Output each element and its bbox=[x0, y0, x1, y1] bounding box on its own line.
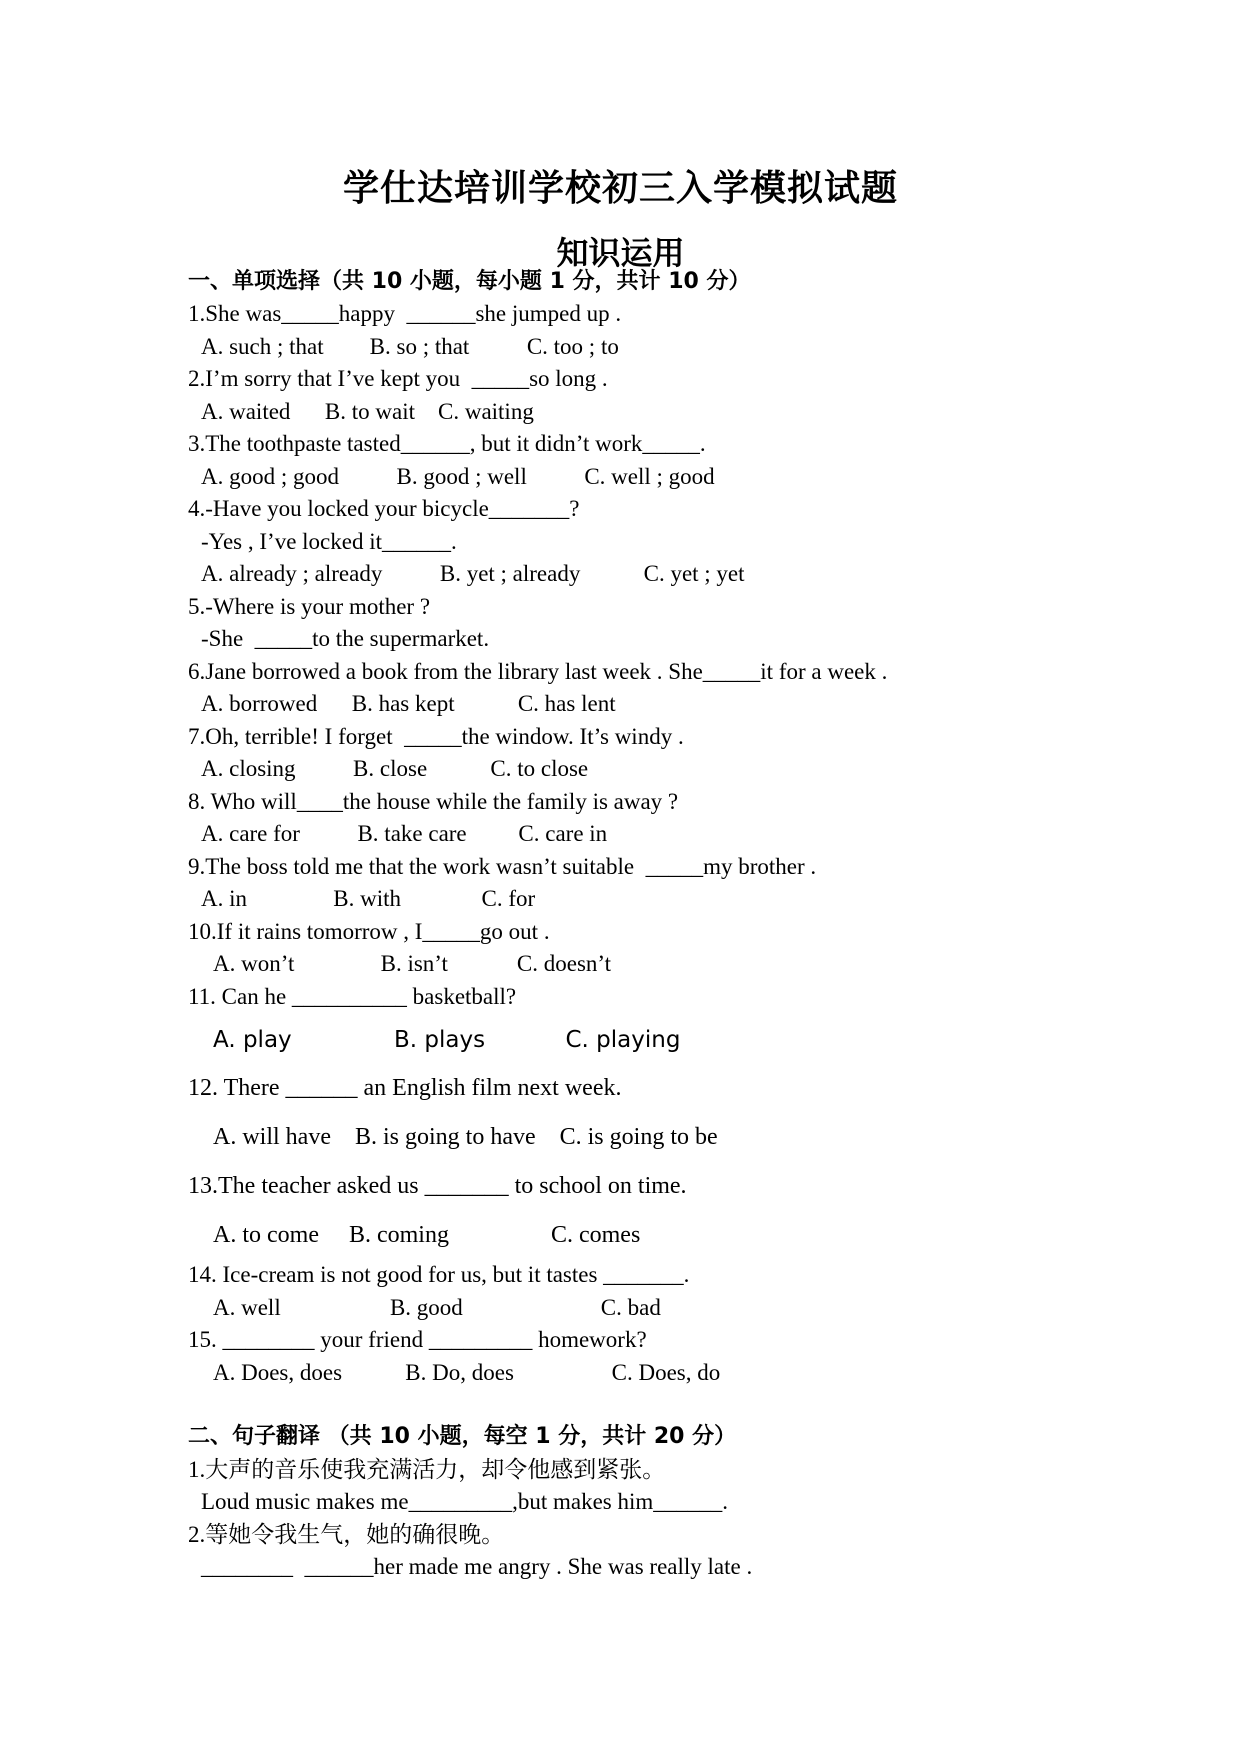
text-line: 5.-Where is your mother ? bbox=[188, 594, 431, 619]
text-line: 2.I’m sorry that I’ve kept you _____so long . bbox=[188, 366, 608, 391]
text-line: A. such ; that B. so ; that C. too ; to bbox=[201, 334, 619, 359]
text-line: A. Does, does B. Do, does C. Does, do bbox=[213, 1360, 721, 1385]
text-line: A. waited B. to wait C. waiting bbox=[201, 399, 534, 424]
text-line: 4.-Have you locked your bicycle_______? bbox=[188, 496, 580, 521]
text-line: A. well B. good C. bad bbox=[213, 1295, 661, 1320]
text-line: ________ ______her made me angry . She was really late . bbox=[201, 1554, 753, 1579]
text-line: A. in B. with C. for bbox=[201, 886, 536, 911]
text-line: 1.She was_____happy ______she jumped up . bbox=[188, 301, 622, 326]
text-line: 7.Oh, terrible! I forget _____the window. It’s windy . bbox=[188, 724, 684, 749]
section-title: 一、单项选择（共 10 小题，每小题 1 分，共计 10 分） bbox=[188, 269, 751, 294]
text-line: A. closing B. close C. to close bbox=[201, 756, 589, 781]
text-line: 10.If it rains tomorrow , I_____go out . bbox=[188, 919, 550, 944]
text-line: A. care for B. take care C. care in bbox=[201, 821, 608, 846]
text-line: A. will have B. is going to have C. is going to be bbox=[213, 1124, 718, 1150]
text-line: 1.大声的音乐使我充满活力，却令他感到紧张。 bbox=[188, 1457, 666, 1482]
text-line: 15. ________ your friend _________ homework? bbox=[188, 1327, 647, 1352]
text-line: 12. There ______ an English film next week. bbox=[188, 1075, 622, 1101]
text-line: A. borrowed B. has kept C. has lent bbox=[201, 691, 616, 716]
text-line: A. good ; good B. good ; well C. well ; good bbox=[201, 464, 715, 489]
section-heading: 知识运用 bbox=[556, 234, 685, 272]
text-line: Loud music makes me_________,but makes him______. bbox=[201, 1489, 729, 1514]
text-line: 2.等她令我生气，她的确很晚。 bbox=[188, 1522, 505, 1547]
text-line: A. won’t B. isn’t C. doesn’t bbox=[213, 951, 612, 976]
text-line: 11. Can he __________ basketball? bbox=[188, 984, 517, 1009]
section-title: 二、句子翻译 （共 10 小题，每空 1 分，共计 20 分） bbox=[188, 1424, 737, 1449]
text-line: A. to come B. coming C. comes bbox=[213, 1222, 641, 1248]
text-line: 9.The boss told me that the work wasn’t suitable _____my brother . bbox=[188, 854, 817, 879]
text-line: 14. Ice-cream is not good for us, but it tastes _______. bbox=[188, 1262, 690, 1287]
text-line: 13.The teacher asked us _______ to school on time. bbox=[188, 1173, 687, 1199]
text-line: 3.The toothpaste tasted______, but it didn’t work_____. bbox=[188, 431, 706, 456]
text-line: A. play B. plays C. playing bbox=[213, 1027, 681, 1053]
text-line: -Yes , I’ve locked it______. bbox=[201, 529, 457, 554]
text-line: A. already ; already B. yet ; already C. yet ; yet bbox=[201, 561, 745, 586]
text-line: 8. Who will____the house while the family is away ? bbox=[188, 789, 679, 814]
text-line: -She _____to the supermarket. bbox=[201, 626, 490, 651]
text-line: 6.Jane borrowed a book from the library last week . She_____it for a week . bbox=[188, 659, 888, 684]
exam-title: 学仕达培训学校初三入学模拟试题 bbox=[342, 168, 898, 209]
